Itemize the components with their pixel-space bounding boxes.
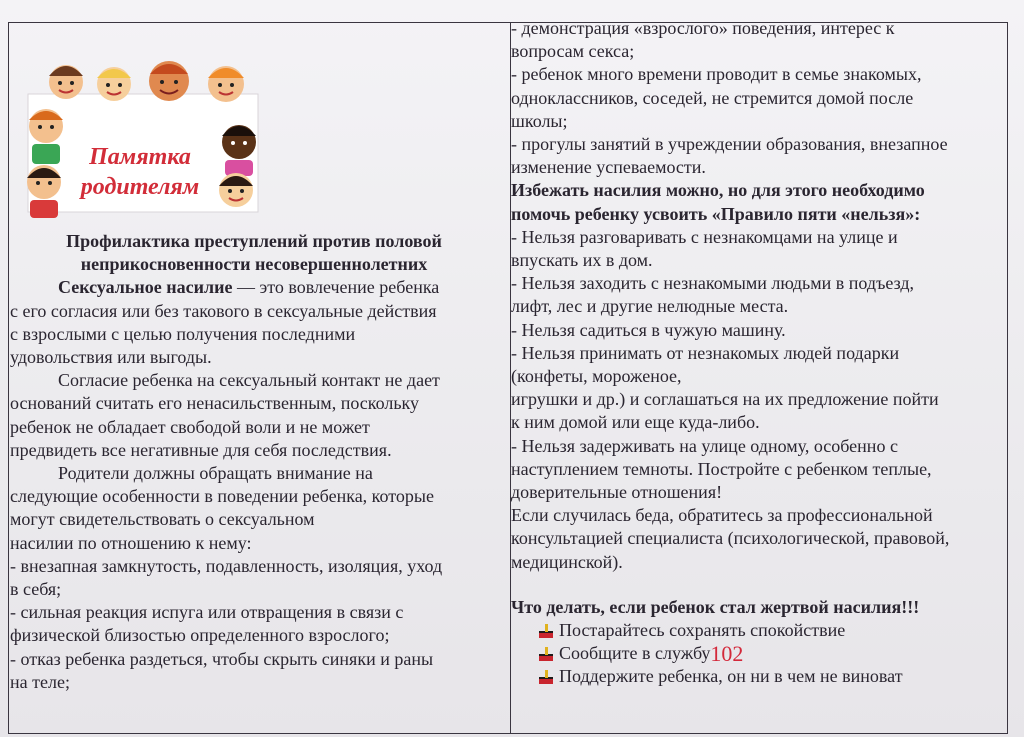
text-line: оснований считать его ненасильственным, поскольку [10,393,420,414]
text-line: медицинской). [511,551,623,572]
text-line: ребенок не обладает свободой воли и не может [10,416,370,437]
text-line: игрушки и др.) и соглашаться на их предложение пойти [511,389,939,410]
text-line: лифт, лес и другие нелюдные места. [511,296,789,317]
tip-item [537,619,1011,642]
child-face-icon [222,125,256,176]
list-item: - Нельзя принимать от незнакомых людей подарки [511,342,900,363]
text-line: предвидеть все негативные для себя последствия. [10,439,392,460]
text-line: с его согласия или без такового в сексуальные действия [10,300,437,321]
tip-item [537,665,1011,688]
left-column [10,230,498,694]
book-bullet-icon [537,645,555,663]
text-line: насилии по отношению к нему: [10,532,252,553]
list-item: - ребенок много времени проводит в семье знакомых, [511,64,922,85]
leaflet-title [60,142,220,202]
right-column [511,17,1011,689]
list-item: - Нельзя садиться в чужую машину. [511,319,786,340]
text-line: на теле; [10,671,70,692]
child-face-icon [149,61,189,101]
text-line: наступлением темноты. Постройте с ребенком теплые, [511,458,932,479]
text-line: Согласие ребенка на сексуальный контакт не дает [58,370,440,391]
text-line: школы; [511,110,568,131]
child-face-icon [208,66,244,102]
text-line: могут свидетельствовать о сексуальном [10,509,315,530]
title-line: Памятка [89,144,191,170]
list-item: - демонстрация «взрослого» поведения, интерес к [511,18,895,38]
tip-item [537,642,1011,665]
list-item: - внезапная замкнутость, подавленность, изоляция, уход [10,555,443,576]
definition-term: Сексуальное насилие [58,277,233,298]
book-bullet-icon [537,668,555,686]
list-item: - отказ ребенка раздеться, чтобы скрыть синяки и раны [10,648,434,669]
section-heading [10,230,498,253]
text-line: консультацией специалиста (психологической, правовой, [511,528,950,549]
text-line: вопросам секса; [511,41,635,62]
list-item: - прогулы занятий в учреждении образования, внезапное [511,134,948,155]
text-line: следующие особенности в поведении ребенка, которые [10,486,434,507]
list-item: - Нельзя заходить с незнакомыми людьми в подъезд, [511,273,915,294]
child-face-icon [27,165,61,218]
tip-text: Поддержите ребенка, он ни в чем не виноват [559,666,903,687]
child-face-icon [219,173,253,207]
heading-line: неприкосновенности несовершеннолетних [80,254,428,275]
text-line: в себя; [10,579,62,600]
list-item: - Нельзя разговаривать с незнакомцами на улице и [511,226,898,247]
child-face-icon [49,65,83,99]
list-item: - Нельзя задерживать на улице одному, особенно с [511,435,898,456]
book-bullet-icon [537,622,555,640]
heading-line: Профилактика преступлений против половой [66,231,442,251]
section-heading [10,253,498,276]
victim-heading: Что делать, если ребенок стал жертвой насилия!!! [511,596,920,617]
title-line: родителям [80,174,200,200]
rules-heading: помочь ребенку усвоить «Правило пяти «нельзя»: [511,203,921,224]
child-face-icon [29,109,63,164]
spacer [511,574,1011,596]
text-line: одноклассников, соседей, не стремится домой после [511,87,914,108]
emergency-number: 102 [710,641,744,667]
definition-paragraph [10,276,498,299]
text-line: — это вовлечение ребенка [232,277,440,298]
text-line: (конфеты, мороженое, [511,366,682,387]
text-line: изменение успеваемости. [511,157,706,178]
text-line: физической близостью определенного взрослого; [10,625,390,646]
text-line: Если случилась беда, обратитесь за профессиональной [511,505,933,526]
tip-text: Постарайтесь сохранять спокойствие [559,620,846,641]
text-line: с взрослыми с целью получения последними [10,323,356,344]
tip-text: Сообщите в службу [559,643,711,664]
text-line: доверительные отношения! [511,482,723,503]
text-line: к ним домой или еще куда-либо. [511,412,760,433]
text-line: удовольствия или выгоды. [10,347,212,368]
child-face-icon [97,67,131,101]
text-line: впускать их в дом. [511,250,653,271]
list-item: - сильная реакция испуга или отвращения в связи с [10,602,404,623]
rules-heading: Избежать насилия можно, но для этого необходимо [511,180,925,201]
text-line: Родители должны обращать внимание на [58,463,373,484]
